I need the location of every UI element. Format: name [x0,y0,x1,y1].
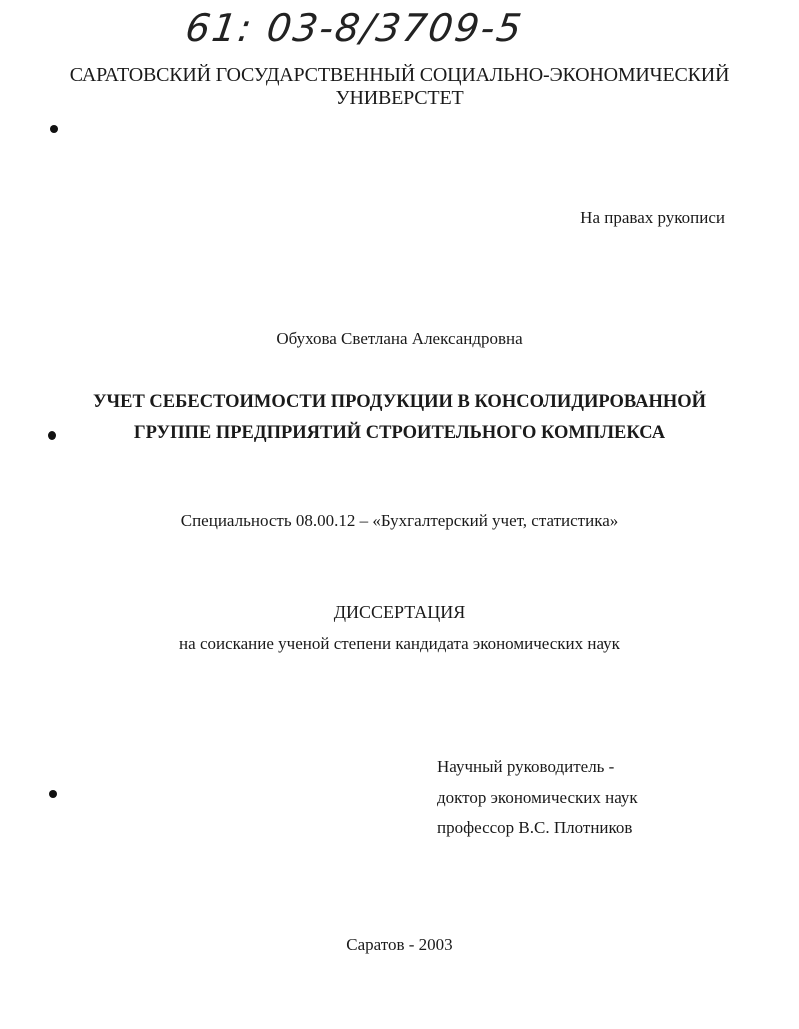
university-line-2: УНИВЕРСТЕТ [335,87,464,109]
scientific-advisor [437,752,638,844]
degree-line: на соискание ученой степени кандидата экономических наук [179,634,620,653]
advisor-line-2: доктор экономических наук [437,787,638,807]
handwritten-catalog-number [182,6,526,66]
city-year: Саратов - 2003 [346,935,453,954]
rights-note: На правах рукописи [580,208,725,227]
title-line-1: УЧЕТ СЕБЕСТОИМОСТИ ПРОДУКЦИИ В КОНСОЛИДИРОВАННОЙ [92,392,707,412]
document-type: ДИССЕРТАЦИЯ [333,602,466,622]
title-line-2: ГРУППЕ ПРЕДПРИЯТИЙ СТРОИТЕЛЬНОГО КОМПЛЕКСА [133,423,666,443]
scan-speck-3 [49,790,57,798]
handwritten-number-text: 61: 03-8/3709-5 [182,6,526,50]
specialty: Специальность 08.00.12 – «Бухгалтерский учет, статистика» [180,511,619,530]
university-line-1: САРАТОВСКИЙ ГОСУДАРСТВЕННЫЙ СОЦИАЛЬНО-ЭКОНОМИЧЕСКИЙ [69,64,730,86]
advisor-line-1: Научный руководитель - [437,757,615,776]
university-name [0,64,799,110]
author-name: Обухова Светлана Александровна [276,329,523,348]
advisor-line-3: профессор В.С. Плотников [437,818,633,837]
scan-speck-1 [50,125,58,133]
dissertation-title [0,387,799,449]
